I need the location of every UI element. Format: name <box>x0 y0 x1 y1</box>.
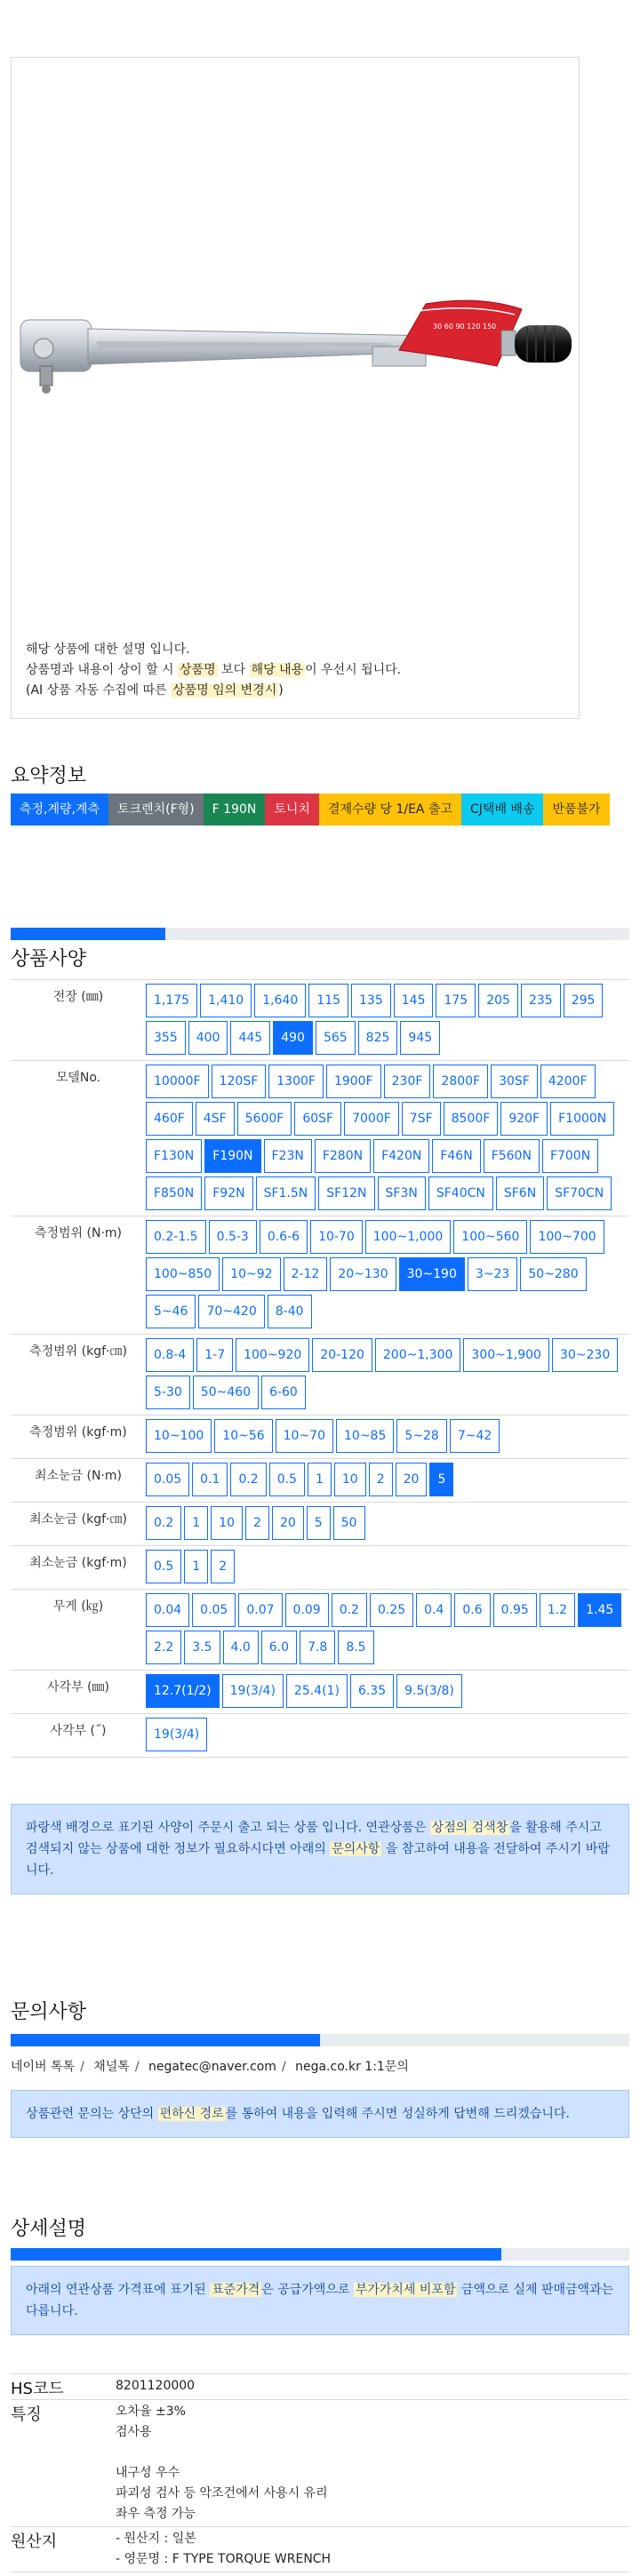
spec-option[interactable]: F280N <box>315 1139 371 1173</box>
spec-row <box>11 1459 629 1503</box>
spec-row <box>11 1416 629 1459</box>
spec-title: 상품사양 <box>11 948 87 970</box>
spec-option[interactable]: 400 <box>188 1021 228 1055</box>
spec-option[interactable]: F23N <box>264 1139 312 1173</box>
spec-row-label: 측정범위 (kgf·㎝) <box>29 1344 127 1359</box>
spec-option[interactable]: 200~1,300 <box>375 1338 461 1372</box>
spec-option[interactable]: 2-12 <box>284 1257 328 1291</box>
info-value-line: 내구성 우수 <box>116 2466 180 2480</box>
spec-option[interactable]: 2 <box>245 1506 269 1540</box>
spec-option[interactable]: 230F <box>384 1065 431 1098</box>
spec-option[interactable]: 70~420 <box>198 1295 264 1328</box>
spec-option[interactable]: 8500F <box>444 1102 499 1136</box>
inquiry-progress-bar <box>11 2034 629 2046</box>
spec-option-group <box>146 1503 629 1545</box>
spec-option[interactable]: 135 <box>351 984 391 1017</box>
spec-option[interactable]: 8.5 <box>338 1631 373 1664</box>
spec-option-group <box>146 1459 629 1502</box>
spec-option[interactable]: 0.2 <box>146 1506 181 1540</box>
site-inquiry-link[interactable]: nega.co.kr 1:1문의 <box>295 2060 409 2074</box>
spec-row-label: 무게 (㎏) <box>52 1599 104 1614</box>
spec-option-group <box>146 1061 629 1216</box>
desc-line-3: (AI 상품 자동 수집에 따른 상품명 임의 변경시 ) <box>26 683 284 698</box>
spec-option[interactable]: 825 <box>358 1021 398 1055</box>
spec-option[interactable]: 4.0 <box>223 1631 259 1664</box>
spec-row-label: 최소눈금 (kgf·m) <box>29 1556 127 1570</box>
spec-option[interactable]: 5~28 <box>396 1419 446 1453</box>
spec-row <box>11 980 629 1061</box>
spec-option[interactable]: 460F <box>146 1102 193 1136</box>
spec-option[interactable]: 100~1,000 <box>365 1220 452 1254</box>
spec-option[interactable]: F560N <box>484 1139 540 1173</box>
spec-option[interactable]: 10 <box>334 1463 366 1496</box>
info-value <box>116 2527 629 2572</box>
desc-line-1: 해당 상품에 대한 설명 입니다. <box>26 642 190 657</box>
spec-option[interactable]: 20 <box>272 1506 304 1540</box>
spec-option[interactable]: 1-7 <box>196 1338 233 1372</box>
info-value-line: 좌우 측정 가능 <box>116 2507 196 2521</box>
spec-option[interactable]: 7SF <box>402 1102 441 1136</box>
spec-option[interactable]: 0.5 <box>269 1463 305 1496</box>
spec-option[interactable]: 0.95 <box>493 1593 537 1627</box>
spec-option[interactable]: 6.0 <box>261 1631 297 1664</box>
spec-option[interactable]: 19(3/4) <box>222 1674 284 1708</box>
spec-option[interactable]: 920F <box>500 1102 548 1136</box>
spec-option[interactable]: 0.5-3 <box>209 1220 257 1254</box>
spec-option[interactable]: 445 <box>230 1021 270 1055</box>
spec-row <box>11 1546 629 1590</box>
spec-option[interactable]: 20-120 <box>312 1338 372 1372</box>
spec-option[interactable]: 0.25 <box>370 1593 413 1627</box>
spec-option-group <box>146 1714 629 1757</box>
spec-option[interactable]: 3.5 <box>184 1631 220 1664</box>
spec-option[interactable]: 145 <box>394 984 434 1017</box>
spec-option[interactable]: 5~46 <box>146 1295 196 1328</box>
svg-text:30 60 90 120 150: 30 60 90 120 150 <box>433 323 497 331</box>
spec-row-label: 사각부 (˝) <box>50 1724 107 1738</box>
spec-option[interactable]: 7~42 <box>450 1419 500 1453</box>
spec-row <box>11 1216 629 1335</box>
spec-row <box>11 1671 629 1714</box>
spec-option[interactable]: 30~230 <box>552 1338 618 1372</box>
detail-title: 상세설명 <box>11 2218 87 2240</box>
spec-option[interactable]: F130N <box>146 1139 202 1173</box>
torque-wrench-image <box>17 284 577 427</box>
spec-option[interactable]: 1.2 <box>540 1593 575 1627</box>
spec-option-selected[interactable]: 1.45 <box>578 1593 621 1627</box>
spec-option[interactable]: SF6N <box>496 1176 544 1210</box>
spec-option[interactable]: 10~92 <box>222 1257 280 1291</box>
spec-option-group <box>146 1335 629 1415</box>
spec-option[interactable]: 0.6-6 <box>260 1220 308 1254</box>
spec-option[interactable]: SF40CN <box>428 1176 493 1210</box>
naver-talk-link[interactable]: 네이버 톡톡 <box>11 2060 76 2074</box>
spec-option-group <box>146 1416 629 1458</box>
spec-option[interactable]: 0.2 <box>230 1463 266 1496</box>
info-value-line: - 영문명 : F TYPE TORQUE WRENCH <box>116 2552 332 2566</box>
info-key: 특징 <box>11 2405 42 2424</box>
spec-option[interactable]: 50 <box>333 1506 365 1540</box>
spec-option[interactable]: 10000F <box>146 1065 209 1098</box>
spec-option[interactable]: 25.4(1) <box>286 1674 348 1708</box>
spec-option[interactable]: 0.5 <box>146 1550 181 1583</box>
info-row <box>11 2400 629 2527</box>
spec-option[interactable]: 1300F <box>268 1065 324 1098</box>
spec-option[interactable]: 50~460 <box>193 1376 259 1409</box>
summary-badge: 결제수량 당 1/EA 출고 <box>319 794 461 825</box>
spec-option[interactable]: F92N <box>204 1176 252 1210</box>
spec-option-group <box>146 980 629 1060</box>
spec-option-selected[interactable]: 30~190 <box>399 1257 465 1291</box>
info-value <box>116 2400 629 2526</box>
spec-option[interactable]: 20~130 <box>330 1257 396 1291</box>
spec-option[interactable]: 2 <box>369 1463 393 1496</box>
info-value <box>116 2374 629 2399</box>
spec-table <box>11 979 629 1758</box>
detail-progress-bar <box>11 2248 629 2261</box>
spec-option[interactable]: 10 <box>211 1506 243 1540</box>
spec-option[interactable]: 355 <box>146 1021 186 1055</box>
spec-option-selected[interactable]: 12.7(1/2) <box>146 1674 220 1708</box>
product-info-table <box>11 2373 629 2572</box>
spec-option[interactable]: 10~56 <box>214 1419 272 1453</box>
spec-option[interactable]: 565 <box>316 1021 356 1055</box>
spec-option[interactable]: 5600F <box>237 1102 292 1136</box>
spec-option[interactable]: 10~85 <box>336 1419 394 1453</box>
spec-option[interactable]: 0.05 <box>192 1593 236 1627</box>
spec-row <box>11 1061 629 1216</box>
spec-option[interactable]: F420N <box>373 1139 429 1173</box>
info-key: 원산지 <box>11 2532 58 2551</box>
spec-option[interactable]: 100~850 <box>146 1257 220 1291</box>
spec-option[interactable]: 0.07 <box>238 1593 282 1627</box>
info-value-line: 파괴성 검사 등 악조건에서 사용시 유리 <box>116 2486 328 2500</box>
spec-option[interactable]: 4200F <box>540 1065 596 1098</box>
spec-option[interactable]: 5 <box>307 1506 331 1540</box>
spec-option[interactable]: 205 <box>478 984 518 1017</box>
spec-option[interactable]: 20 <box>396 1463 428 1496</box>
spec-option[interactable]: 5-30 <box>146 1376 190 1409</box>
spec-option[interactable]: 120SF <box>212 1065 267 1098</box>
spec-option[interactable]: 2800F <box>433 1065 488 1098</box>
spec-option[interactable]: 0.09 <box>285 1593 329 1627</box>
spec-row <box>11 1714 629 1758</box>
spec-option[interactable]: 1,175 <box>146 984 197 1017</box>
spec-option-group <box>146 1546 629 1589</box>
contact-links: 네이버 톡톡 / 채널톡 / negatec@naver.com / nega.co.kr 1:1문의 <box>11 2060 409 2074</box>
email-link[interactable]: negatec@naver.com <box>148 2060 276 2074</box>
detail-note: 아래의 연관상품 가격표에 표기된 표준가격 은 공급가액으로 부가가치세 비포함 금액으로 실제 판매금액과는 다릅니다. <box>11 2266 629 2335</box>
spec-option-group <box>146 1590 629 1670</box>
spec-option-selected[interactable]: 490 <box>273 1021 313 1055</box>
spec-option[interactable]: 6-60 <box>261 1376 306 1409</box>
spec-option-group <box>146 1216 629 1334</box>
spec-progress-bar <box>11 928 629 940</box>
spec-option[interactable]: 0.05 <box>146 1463 189 1496</box>
spec-option[interactable]: F850N <box>146 1176 202 1210</box>
spec-row-label: 측정범위 (kgf·m) <box>29 1425 127 1440</box>
spec-option-group <box>146 1671 629 1713</box>
spec-option[interactable]: 1,410 <box>200 984 252 1017</box>
spec-option[interactable]: 0.2-1.5 <box>146 1220 206 1254</box>
spec-option[interactable]: 9.5(3/8) <box>396 1674 462 1708</box>
spec-option[interactable]: 115 <box>308 984 348 1017</box>
product-description <box>26 640 401 701</box>
channel-talk-link[interactable]: 채널톡 <box>93 2060 130 2074</box>
info-value-line <box>116 2443 629 2463</box>
info-value-line: 8201120000 <box>116 2379 196 2393</box>
spec-row-label: 최소눈금 (N·m) <box>34 1469 123 1483</box>
spec-row-label: 전장 (㎜) <box>52 990 104 1004</box>
spec-option[interactable]: 1900F <box>326 1065 381 1098</box>
spec-option[interactable]: SF70CN <box>547 1176 612 1210</box>
inquiry-note: 상품관련 문의는 상단의 편하신 경로 를 통하여 내용을 입력해 주시면 성실하게 답변해 드리겠습니다. <box>11 2090 629 2138</box>
spec-option[interactable]: 1 <box>308 1463 332 1496</box>
summary-badge: CJ택배 배송 <box>461 794 543 825</box>
spec-option[interactable]: 100~700 <box>530 1220 604 1254</box>
spec-option[interactable]: 10-70 <box>310 1220 363 1254</box>
spec-option[interactable]: 0.6 <box>454 1593 490 1627</box>
inquiry-title: 문의사항 <box>11 2001 87 2023</box>
spec-option[interactable]: 945 <box>400 1021 440 1055</box>
spec-option[interactable]: 100~560 <box>453 1220 527 1254</box>
spec-option[interactable]: 0.1 <box>192 1463 228 1496</box>
spec-row <box>11 1590 629 1671</box>
spec-option[interactable]: 2 <box>211 1550 235 1583</box>
spec-option[interactable]: 60SF <box>294 1102 341 1136</box>
spec-option[interactable]: 300~1,900 <box>463 1338 549 1372</box>
summary-badge: 토니치 <box>265 794 319 825</box>
spec-option[interactable]: 100~920 <box>236 1338 309 1372</box>
summary-title: 요약정보 <box>11 765 87 787</box>
spec-option[interactable]: 7.8 <box>300 1631 335 1664</box>
info-value-line: 오차율 ±3% <box>116 2405 186 2419</box>
spec-row <box>11 1335 629 1416</box>
spec-option[interactable]: 10~100 <box>146 1419 212 1453</box>
spec-option[interactable]: 8-40 <box>268 1295 312 1328</box>
spec-option[interactable]: 30SF <box>491 1065 538 1098</box>
spec-option[interactable]: 3~23 <box>468 1257 517 1291</box>
spec-option[interactable]: F46N <box>432 1139 480 1173</box>
spec-option[interactable]: SF1.5N <box>256 1176 316 1210</box>
spec-row-label: 모델No. <box>55 1071 101 1085</box>
summary-badge: 반품불가 <box>543 794 609 825</box>
spec-option[interactable]: 0.04 <box>146 1593 189 1627</box>
spec-option[interactable]: 295 <box>564 984 604 1017</box>
spec-option[interactable]: 50~280 <box>520 1257 586 1291</box>
spec-option[interactable]: 0.8-4 <box>146 1338 194 1372</box>
summary-badge: 토크렌치(F형) <box>108 794 204 825</box>
spec-note: 파랑색 배경으로 표기된 사양이 주문시 출고 되는 상품 입니다. 연관상품은 상점의 검색창 을 활용해 주시고 검색되지 않는 상품에 대한 정보가 필요하시다면 아래의 문의사항 을 참고하여 내용을 전달하여 주시기 바랍니다. <box>11 1804 629 1894</box>
spec-option-selected[interactable]: F190N <box>204 1139 260 1173</box>
spec-option[interactable]: 4SF <box>196 1102 235 1136</box>
spec-row <box>11 1503 629 1546</box>
spec-option[interactable]: F700N <box>542 1139 598 1173</box>
spec-option[interactable]: SF12N <box>318 1176 374 1210</box>
desc-line-2: 상품명과 내용이 상이 할 시 상품명 보다 해당 내용 이 우선시 됩니다. <box>26 663 402 677</box>
spec-option[interactable]: 235 <box>521 984 561 1017</box>
spec-option[interactable]: 2.2 <box>146 1631 181 1664</box>
spec-option[interactable]: 175 <box>436 984 476 1017</box>
summary-badges <box>11 794 633 825</box>
info-value-line: - 원산지 : 일본 <box>116 2532 196 2546</box>
info-row <box>11 2527 629 2572</box>
spec-option[interactable]: 1 <box>184 1550 208 1583</box>
spec-row-label: 최소눈금 (kgf·㎝) <box>29 1512 127 1527</box>
spec-option[interactable]: 7000F <box>344 1102 399 1136</box>
spec-option[interactable]: 19(3/4) <box>146 1718 207 1751</box>
spec-option[interactable]: 0.2 <box>332 1593 367 1627</box>
info-key: HS코드 <box>11 2380 64 2398</box>
spec-option[interactable]: 6.35 <box>350 1674 394 1708</box>
spec-option[interactable]: 0.4 <box>416 1593 452 1627</box>
spec-option[interactable]: 1,640 <box>254 984 306 1017</box>
spec-row-label: 측정범위 (N·m) <box>34 1226 123 1240</box>
summary-badge: 측정,계량,계측 <box>11 794 108 825</box>
spec-option[interactable]: 10~70 <box>276 1419 333 1453</box>
spec-option[interactable]: SF3N <box>378 1176 426 1210</box>
spec-option[interactable]: 1 <box>184 1506 208 1540</box>
info-value-line: 검사용 <box>116 2425 152 2439</box>
spec-option[interactable]: F1000N <box>550 1102 614 1136</box>
summary-badge: F 190N <box>204 794 266 825</box>
product-image-box <box>11 57 580 719</box>
info-row <box>11 2374 629 2400</box>
spec-option-selected[interactable]: 5 <box>429 1463 453 1496</box>
spec-row-label: 사각부 (㎜) <box>47 1680 109 1695</box>
